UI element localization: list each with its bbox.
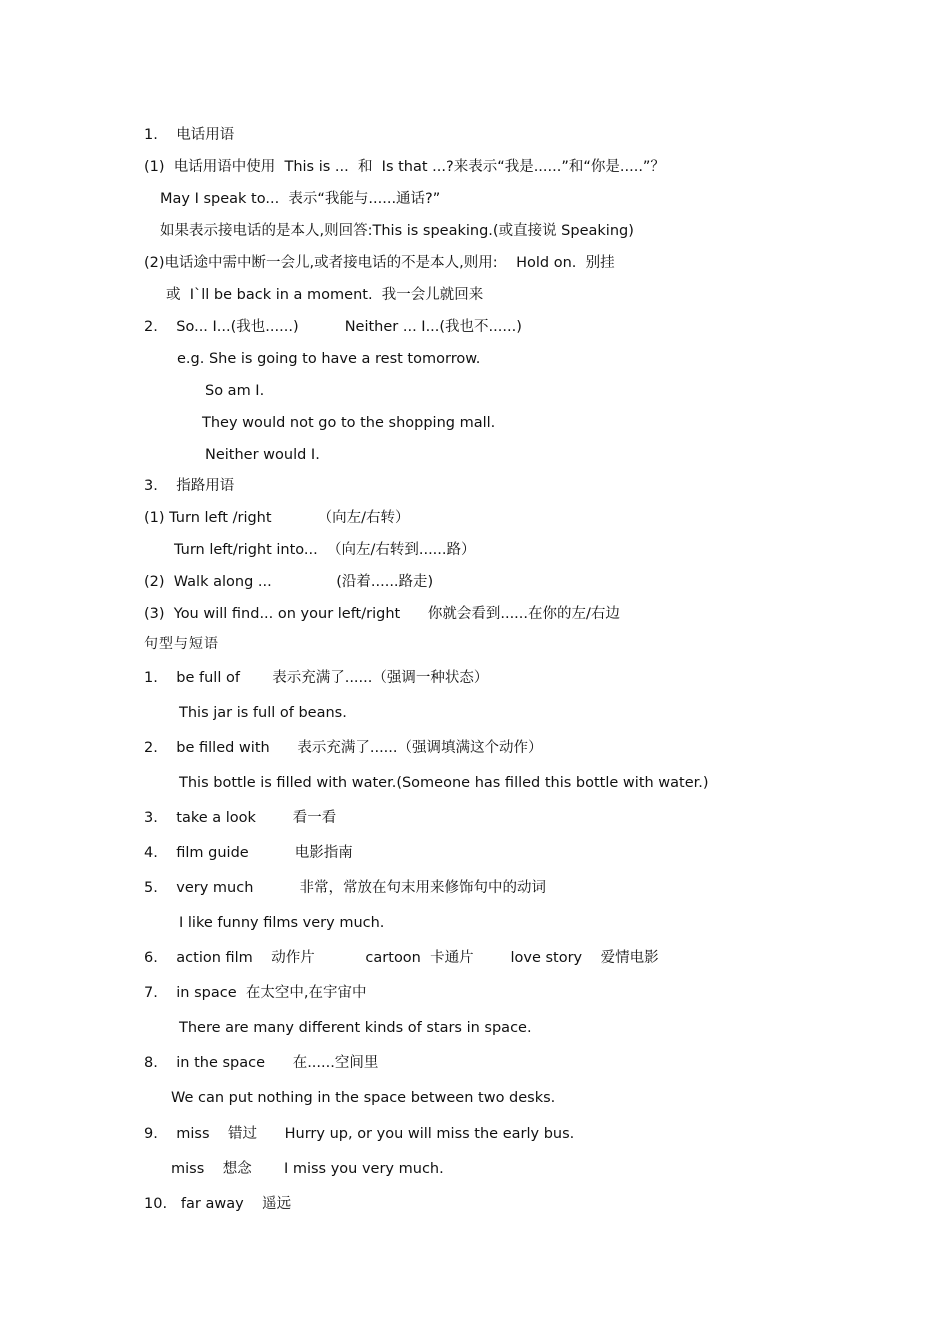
phrase-10: 10. far away 遥远 (144, 1196, 292, 1212)
example-1: e.g. She is going to have a rest tomorrow. (177, 351, 481, 367)
phrase-1: 1. be full of 表示充满了......（强调一种状态） (144, 670, 489, 686)
phrase-7: 7. in space 在太空中,在宇宙中 (144, 985, 367, 1001)
example-2: They would not go to the shopping mall. (202, 415, 496, 431)
example-2-reply: Neither would I. (205, 447, 320, 463)
phrase-1-example: This jar is full of beans. (179, 705, 347, 721)
section-2-title: 2. So... I...(我也......) Neither ... I...(我也不......) (144, 319, 522, 335)
direction-1-b: Turn left/right into... （向左/右转到......路） (174, 542, 476, 558)
phrase-6: 6. action film 动作片 cartoon 卡通片 love story 爱情电影 (144, 950, 659, 966)
phrase-9: 9. miss 错过 Hurry up, or you will miss the early bus. (144, 1126, 575, 1142)
phrase-8: 8. in the space 在......空间里 (144, 1055, 379, 1071)
section-1-title: 1. 电话用语 (144, 127, 235, 143)
phrase-5-example: I like funny films very much. (179, 915, 385, 931)
direction-3: (3) You will find... on your left/right 你就会看到......在你的左/右边 (144, 606, 620, 622)
direction-2: (2) Walk along ... (沿着......路走) (144, 574, 434, 590)
phone-rule-1: (1) 电话用语中使用 This is ... 和 Is that ...?来表示“我是......”和“你是.....”？ (144, 159, 665, 175)
phrases-heading: 句型与短语 (144, 636, 219, 652)
phrase-7-example: There are many different kinds of stars in space. (179, 1020, 532, 1036)
phone-rule-1-b: May I speak to... 表示“我能与......通话?” (160, 191, 441, 207)
phrase-2-example: This bottle is filled with water.(Someone has filled this bottle with water.) (179, 775, 709, 791)
phrase-5: 5. very much 非常，常放在句末用来修饰句中的动词 (144, 880, 546, 896)
example-1-reply: So am I. (205, 383, 265, 399)
phrase-3: 3. take a look 看一看 (144, 810, 337, 826)
phrase-4: 4. film guide 电影指南 (144, 845, 353, 861)
phrase-9-b: miss 想念 I miss you very much. (171, 1161, 444, 1177)
direction-1: (1) Turn left /right （向左/右转） (144, 510, 410, 526)
phrase-2: 2. be filled with 表示充满了......（强调填满这个动作） (144, 740, 543, 756)
section-3-title: 3. 指路用语 (144, 478, 235, 494)
phone-rule-2-b: 或 I`ll be back in a moment. 我一会儿就回来 (166, 287, 484, 303)
phone-rule-2: (2)电话途中需中断一会儿,或者接电话的不是本人,则用: Hold on. 别挂 (144, 255, 615, 271)
phrase-8-example: We can put nothing in the space between two desks. (171, 1090, 556, 1106)
phone-rule-1-c: 如果表示接电话的是本人,则回答:This is speaking.(或直接说 Speaking) (160, 223, 634, 239)
